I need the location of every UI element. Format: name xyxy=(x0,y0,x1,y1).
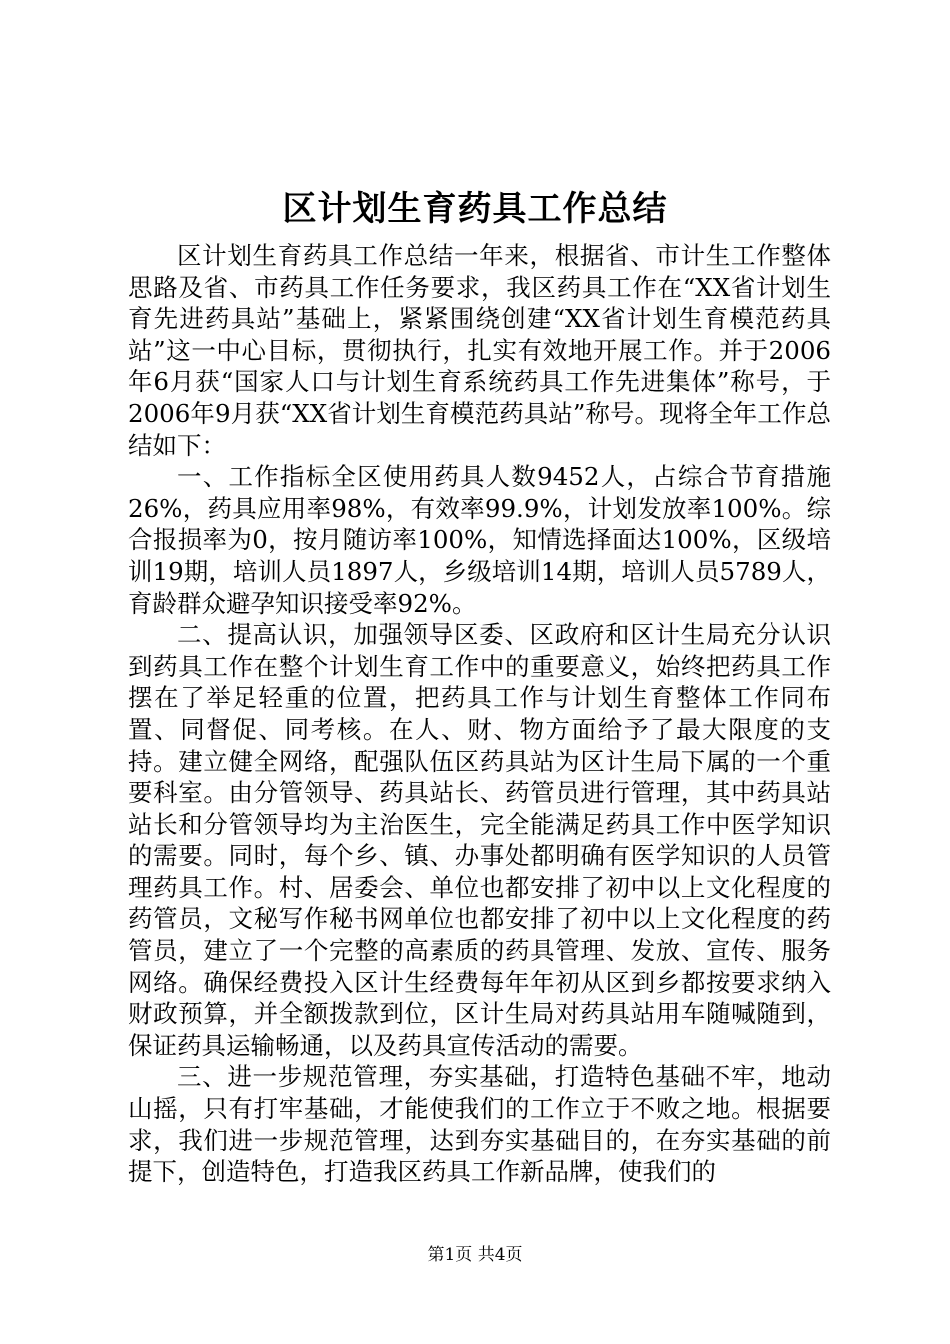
page-number-footer: 第1页 共4页 xyxy=(427,1245,523,1265)
paragraph-indicators: 一、工作指标全区使用药具人数9452人，占综合节育措施26%，药具应用率98%，有效率99.9%，计划发放率100%。综合报损率为0，按月随访率100%，知情选择面达100%，区级培训19期，培训人员1897人，乡级培训14期，培训人员5789人，育龄群众避孕知识接受率92%。 xyxy=(128,462,831,618)
paragraph-leadership: 二、提高认识，加强领导区委、区政府和区计生局充分认识到药具工作在整个计划生育工作中的重要意义，始终把药具工作摆在了举足轻重的位置，把药具工作与计划生育整体工作同布置、同督促、同考核。在人、财、物方面给予了最大限度的支持。建立健全网络，配强队伍区药具站为区计生局下属的一个重要科室。由分管领导、药具站长、药管员进行管理，其中药具站站长和分管领导均为主治医生，完全能满足药具工作中医学知识的需要。同时，每个乡、镇、办事处都明确有医学知识的人员管理药具工作。村、居委会、单位也都安排了初中以上文化程度的药管员，文秘写作秘书网单位也都安排了初中以上文化程度的药管员，建立了一个完整的高素质的药具管理、发放、宣传、服务网络。确保经费投入区计生经费每年年初从区到乡都按要求纳入财政预算，并全额拨款到位，区计生局对药具站用车随喊随到，保证药具运输畅通，以及药具宣传活动的需要。 xyxy=(128,620,831,1060)
document-title: 区计划生育药具工作总结 xyxy=(282,189,668,229)
paragraph-management: 三、进一步规范管理，夯实基础，打造特色基础不牢，地动山摇，只有打牢基础，才能使我们的工作立于不败之地。根据要求，我们进一步规范管理，达到夯实基础目的，在夯实基础的前提下，创造特色，打造我区药具工作新品牌，使我们的 xyxy=(128,1062,831,1187)
paragraph-intro: 区计划生育药具工作总结一年来，根据省、市计生工作整体思路及省、市药具工作任务要求，我区药具工作在“XX省计划生育先进药具站”基础上，紧紧围绕创建“XX省计划生育模范药具站”这一中心目标，贯彻执行，扎实有效地开展工作。并于2006年6月获“国家人口与计划生育系统药具工作先进集体”称号，于2006年9月获“XX省计划生育模范药具站”称号。现将全年工作总结如下： xyxy=(128,241,831,460)
document-body xyxy=(128,240,831,1188)
